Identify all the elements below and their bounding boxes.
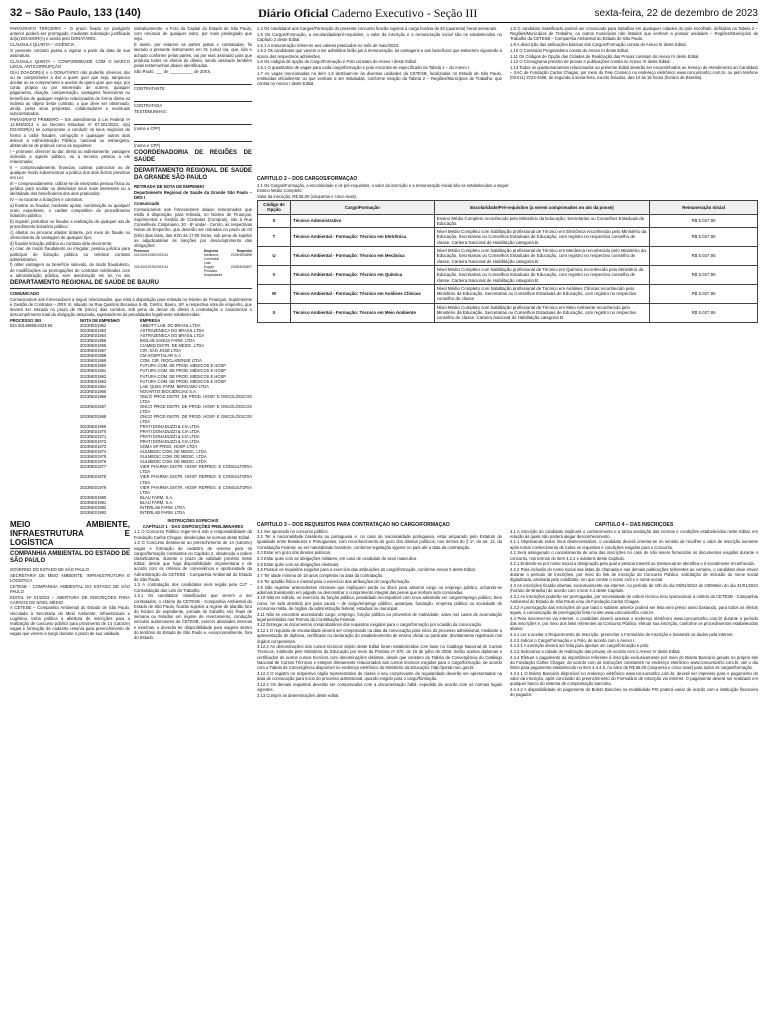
table-row: 2023NE01956 CIAMED DISTR. DE MEDIC. LTDA bbox=[80, 343, 205, 349]
bauru-body: Comunicamos aos fornecedores a seguir relacionados, que está à disposição para retirada no Núcleo de Finanças, Suprimentos e Gestão de Contratos – DRS VI, situado na Rua Quintino Bocaiúva 5-45, Centro, Bauru, SP, a respectiva nota de empenho, que deverá ser retirada no prazo de 05 (cinco) dias corridos, sob pena de decair do direito à contratação e caracterizar o descumprimento total da obrigação assumida, sujeitando-se às penalidades legalmente estabelecidas: bbox=[10, 296, 252, 318]
cell-name: Técnico Ambiental - Formação: Técnico em Análises Clínicas bbox=[291, 284, 435, 303]
paragraph: 3.12.4 Os demais requisitos deverão ser comprovados com a documentação hábil, expedida de acordo com as normas legais vigentes. bbox=[257, 681, 502, 692]
paragraph: 1.7 As vagas mencionadas no item 1.6 destinam-se às diversas unidades da CETESB, localizadas no Estado de São Paulo, restituídas oficialmente ou que venham a ser instaladas, conforme relação da Tabela 2 – Regiões/Municípios de Trabalho, que consta no Anexo I deste Edital. bbox=[257, 70, 502, 87]
paragraph: 3.9 Não registrar antecedentes criminais que impliquem perda ou óbice para assumir cargo ou emprego público, achando-se ademais transitando em julgado ou demonstrar o cumprimento integral das penas que tenham sido cominadas. bbox=[257, 584, 502, 595]
table-row: 2023NE01969 PRATI DONADUZZI & CIA LTDA bbox=[80, 424, 200, 429]
paragraph: 1.10 O Conteúdo Programático consta do Anexo III deste Edital. bbox=[510, 47, 629, 53]
table-row: 2023NE01980 BLAU FARM. S.A. bbox=[80, 494, 174, 500]
paragraph: 3.12.3 O registro no respectivo órgão representativo de classe e seu comprovante de regularidade deverão ser apresentados na data de convocação para início do processo admissional, quando exigido para o cargo/formação. bbox=[257, 670, 502, 681]
table-row bbox=[258, 247, 758, 266]
capitulo-4-section bbox=[510, 522, 758, 1020]
col-codigo: Código de Opção bbox=[258, 201, 291, 215]
signature-line bbox=[134, 75, 252, 85]
paragraph: 4.4.4.1 O Boleto Bancário disponível no endereço eletrônico www.concursosfcc.com.br, deverá ser impresso para o pagamento do valor da inscrição, após conclusão do preenchimento do Formulário de Inscrição via internet. O pagamento deverá ser realizado em qualquer banco do sistema de compensação bancária. bbox=[510, 670, 758, 687]
paragraph: 4.2.1 Entende-se por nome social a designação pela qual a pessoa travesti ou transexual se identifica e é socialmente reconhecida. bbox=[510, 561, 755, 567]
table-row: 024.00149855/2023-55 2023NE01952 ABBOTT LAB. DO BRASIL LTDA bbox=[10, 323, 201, 329]
paragraph: CLÁUSULA QUARTA – VIGÊNCIA bbox=[10, 42, 75, 48]
cetesb-section bbox=[10, 518, 130, 718]
paragraph: 3.12.2 As denominações dos cursos técnicos objeto deste Edital foram estabelecidas com base no Catálogo Nacional de Cursos Técnicos, instituído pelo Ministério da Educação por meio da Portaria nº 870, de 16 de julho de 2008. Serão aceitos diplomas e certificados de outros cursos técnicos com denominações distintas, desde que constem da Tabela de Convergência do Catálogo Nacional de Cursos Técnicos e estejam diretamente relacionados aos cursos técnicos exigidos para o cargo/formação, de acordo com a Tabela de Convergência disponível no endereço eletrônico do Ministério da Educação: http://portal.mec.gov.br. bbox=[257, 644, 502, 671]
paragraph: 3.12 Entregar os documentos comprobatórios dos requisitos exigidos para o cargo/formação por ocasião da convocação. bbox=[257, 622, 483, 628]
page-date: sexta-feira, 22 de dezembro de 2023 bbox=[594, 7, 758, 19]
paragraph: E assim, por estarem as partes justas e contratadas, foi lavrado o presente instrumento em 01 (uma) via, que, lido e achado conforme pelas partes, vai por elas assinado para que produza todos os efeitos de direito, sendo assinado também pelas testemunhas abaixo identificadas. bbox=[134, 42, 252, 68]
page-header bbox=[10, 4, 758, 22]
cell-pay: R$ 5.027,95 bbox=[650, 214, 758, 228]
comunicado-label: Comunicado bbox=[134, 200, 160, 206]
paragraph: 1.13 Todos os questionamentos relacionados ao presente Edital deverão ser encaminhados ao Serviço de Atendimento ao Candidato – SAC da Fundação Carlos Chagas, por meio do Fale Conosco no endereço eletrônico www.concursosfcc.com.br, ou pelo telefone (0XX11) 3723-4388, de segunda a sexta-feira, exceto feriados, das 10 às 16 horas (horário de Brasília). bbox=[510, 64, 758, 81]
paragraph: 4.3.2 A prorrogação das inscrições de que trata o subitem anterior poderá ser feita sem prévio aviso bastando, para todos os efeitos legais, a comunicação de prorrogação feita no site www.concursosfcc.com.br. bbox=[510, 604, 758, 616]
table-row: 2023NE01974 SULMEDIC COM. DE MEDIC. LTDA bbox=[80, 449, 207, 455]
instrucoes-section bbox=[134, 518, 252, 718]
capitulo-2-text: 2.1 Os Cargos/Formação, a escolaridade e os pré-requisitos, o valor da inscrição e a remuneração inicial são os estabelecidos a seguir: bbox=[257, 182, 510, 188]
comunicado-body: Comunicamos aos fornecedores abaixo relacionados que estão à disposição, para retirada, no Núcleo de Finanças, Suprimentos e Gestão de Contratos (Compras), sito à Rua Conselheiro Crispiniano, 20 - 8º andar - Centro, as respectivas Notas de Empenho, que deverão ser retiradas no prazo de 03 (três) dias úteis, das 9:00 às 17:00 horas, sob pena de sujeitar as adjudicatárias às sanções por descumprimento das obrigações: bbox=[134, 206, 252, 249]
cargos-table bbox=[257, 200, 758, 323]
table-row: 2023NE01959 COM. CIR. RIOCLARENSE LTDA bbox=[80, 358, 202, 364]
paragraph: O presente contrato passa a vigorar a partir da data de sua assinatura. bbox=[10, 47, 130, 59]
cell-pay: R$ 5.027,95 bbox=[650, 284, 758, 303]
table-row: 2023NE01981 BLAU FARM. S.A. bbox=[80, 499, 174, 505]
paragraph: 4.1.1 Objetivando evitar ônus desnecessários, o candidato deverá orientar-se no sentido de recolher o valor de inscrição somente após tomar conhecimento de todos os requisitos e condições exigidos para o Concurso. bbox=[510, 539, 758, 550]
paragraph: 3.7 Ter idade mínima de 18 anos completos na data da contratação. bbox=[257, 573, 384, 579]
contratante-label: CONTRATANTE bbox=[134, 85, 165, 91]
paragraph: c) afastar ou procurar afastar licitante, por meio de fraude ou oferecimento de vantagem de qualquer tipo; bbox=[10, 229, 130, 240]
table-row: 2023NE01953 ASTRAZENECA DO BRASIL LTDA bbox=[80, 328, 205, 334]
paragraph: 3.6 Possuir os requisitos exigidos para o exercício das atribuições do cargo/formação, conforme Anexo II deste Edital. bbox=[257, 567, 476, 573]
header-rule bbox=[10, 22, 758, 23]
bauru-section bbox=[10, 278, 252, 516]
bauru-comunicado: COMUNICADO bbox=[10, 291, 40, 296]
table-row: 2023NE01966 ONCO PROD DISTR. DE PROD. HOSP. E ONCOLÓGICOS LTDA bbox=[80, 393, 252, 404]
meio-ambiente-title: MEIO AMBIENTE, INFRAESTRUTURA E LOGÍSTICA bbox=[10, 520, 130, 547]
table-row: 2023NE01965 NOVARTIS BIOCIÊNCIAS S.A. bbox=[80, 388, 197, 394]
paragraph: EDITAL Nº 01/2023 – ABERTURA DE INSCRIÇÕES PARA CARGOS DE NÍVEL MÉDIO bbox=[10, 594, 130, 605]
column-2 bbox=[134, 26, 252, 278]
paragraph: O(A) DOADOR(A) e o DONATÁRIO não poderão oferecer, dar ou se comprometer a dar a quem quer que seja, tampouco aceitar ou se comprometer a aceitar de quem quer que seja, por conta própria ou por intermédio de outrem, qualquer pagamento, doação, compensação, vantagens financeiras ou benefícios de qualquer espécie relacionados de forma direta ou indireta ao objeto deste contrato, o que deve ser observado, ainda, pelos seus prepostos, colaboradores e eventuais subcontratados. bbox=[10, 69, 130, 117]
paragraph: f) obter vantagem ou benefício indevido, de modo fraudulento, de modificações ou prorrogações de contratos celebrados com a administração pública, sem autorização em lei, no ato bbox=[10, 262, 130, 278]
signature-line bbox=[134, 132, 252, 142]
paragraph: 4.2.2 Para inclusão do nome social nas listas de chamada e nas demais publicações referentes ao certame, o candidato deve enviar durante o período de inscrições, por meio do link de inscrição do Concurso Público, solicitação de inclusão do nome social digitalizada, assinada pelo candidato, em que conste o nome civil e o nome social. bbox=[510, 566, 758, 583]
table-row: 2023NE01976 SULMEDIC COM. DE MEDIC. LTDA bbox=[80, 459, 207, 465]
table-row: 2023NE01954 ASTRAZENECA DO BRASIL LTDA bbox=[80, 333, 205, 339]
cell-code: T bbox=[258, 228, 291, 247]
paragraph: 4.1 A inscrição do candidato implicará o conhecimento e a tácita aceitação das normas e condições estabelecidas neste Edital, em relação às quais não poderá alegar desconhecimento. bbox=[510, 528, 758, 539]
paragraph: 4.4.2.1 A inscrição deverá ser feita para apenas um cargo/formação e polo. bbox=[510, 643, 650, 649]
paragraph: b) impedir, perturbar ou fraudar a realização de qualquer ato de procedimento licitatório público; bbox=[10, 218, 130, 230]
paragraph: CLÁUSULA QUINTA – CONFORMIDADE COM O MARCO LEGAL ANTICORRUPÇÃO bbox=[10, 58, 130, 69]
paragraph: I – prometer, oferecer ou dar, direta ou indiretamente, vantagem indevida a agente público, ou a terceira pessoa a ele relacionada; bbox=[10, 148, 130, 165]
table-row: 024.00019276/2023-54 Supply Produtos Hospitalares 2023NE00697 bbox=[134, 265, 252, 278]
capitulo-1-title: CAPÍTULO 1 - DAS DISPOSIÇÕES PRELIMINARES bbox=[142, 523, 244, 529]
witness-name: (nome e CPF) bbox=[134, 125, 161, 131]
cell-name: Técnico Administrativo bbox=[291, 214, 435, 228]
table-row: 2023NE01964 LAB. QUIM. FARM. BERGAMO LTDA bbox=[80, 383, 209, 389]
table-row bbox=[258, 303, 758, 322]
paragraph: d) fraudar licitação pública ou contrato dela decorrente; bbox=[10, 240, 113, 246]
paragraph: 1.11 Os Códigos de Opção das Cidades de Realização das Provas constam do Anexo IV deste Edital. bbox=[510, 53, 700, 59]
cell-req: Nível Médio Completo com habilitação profissional de Técnico em Química reconhecido pelo Ministério da Educação, Secretarias ou Conselhos Estaduais de Educação, com registro no respectivo conselho de classe. Carteira Nacional de Habilitação categoria B. bbox=[434, 265, 650, 284]
paragraph: 4.4.4 Efetuar o pagamento da importância referente à inscrição exclusivamente por meio do Boleto Bancário gerado no próprio site da Fundação Carlos Chagas, de acordo com as instruções constantes no endereço eletrônico www.concursosfcc.com.br, até o dia limite para pagamento estabelecido no item 4.4.4.5, no valor de R$ 55,00 (cinquenta e cinco reais) para todos os cargos/formação. bbox=[510, 654, 758, 671]
table-row bbox=[258, 284, 758, 303]
capitulo-3-section bbox=[257, 522, 502, 1020]
col-escolaridade: Escolaridade/Pré-requisitos (a serem comprovados no ato da posse) bbox=[434, 201, 650, 215]
table-row: 2023NE01972 PRATI DONADUZZI & CIA LTDA bbox=[80, 439, 200, 445]
cell-name: Técnico Ambiental - Formação: Técnico em Meio Ambiente bbox=[291, 303, 435, 322]
empenho-table bbox=[134, 249, 252, 278]
cell-pay: R$ 5.027,95 bbox=[650, 247, 758, 266]
cell-req: Ensino Médio Completo reconhecido pelo Ministério da Educação, Secretarias ou Conselhos Estaduais de Educação. bbox=[434, 214, 650, 228]
paragraph: 3.4 Estar quite com as obrigações militares, em caso de candidato do sexo masculino. bbox=[257, 556, 418, 562]
paragraph: 4.4.4.2 A disponibilidade do pagamento do Boleto Bancário na modalidade PIX poderá variar de acordo com a instituição financeira do pagador. bbox=[510, 686, 758, 698]
paragraph: 4.4.2 Indicar o Cargo/Formação e o Polo, de acordo com o Anexo I. bbox=[510, 637, 636, 643]
capitulo-2-valor: Valor da inscrição: R$ 55,00 (cinquenta e cinco reais). bbox=[257, 193, 358, 199]
paragraph: 1.6 Os códigos de opção de Cargo/Formação e Polo constam do Anexo I deste Edital. bbox=[257, 59, 417, 65]
witness-name: (nome e CPF) bbox=[134, 143, 161, 149]
table-row: 2023NE01967 ONCO PROD DISTR. DE PROD. HOSP. E ONCOLÓGICOS LTDA bbox=[80, 403, 252, 414]
paragraph: 4.2 Será assegurado o cancelamento de uma das inscrições no caso de não serem fornecidos os documentos exigidos durante o concurso, nos termos do item 4.2.2 e subitens deste Capítulo. bbox=[510, 550, 758, 561]
col-cargo: Cargo/Formação bbox=[291, 201, 435, 215]
cell-req: Nível Médio Completo com habilitação profissional de Técnico em Mecânica reconhecido pelo Ministério da Educação, Secretarias ou Conselhos Estaduais de Educação, com registro no respectivo conselho de classe. Carteira Nacional de Habilitação categoria B. bbox=[434, 247, 650, 266]
capitulo-3-title: CAPÍTULO 3 – DOS REQUISITOS PARA CONTRATAÇÃO NO CARGO/FORMAÇÃO bbox=[257, 522, 450, 528]
bauru-title: DEPARTAMENTO REGIONAL DE SAÚDE DE BAURU bbox=[10, 280, 252, 289]
column-3-top bbox=[257, 26, 502, 176]
paragraph: 3.10 Não ter sofrido, no exercício da função pública, penalidade incompatível com nova admissão em cargo/emprego público, bem como, ter sido demitido por justa causa – de cargo/emprego público, autarquia, fundação, empresa pública ou sociedade de economia mista, de órgãos da administração federal, estadual ou municipal. bbox=[257, 595, 502, 611]
bauru-table-header: PROCESSO SEI NOTA DE EMPENHO EMPRESA bbox=[10, 318, 161, 324]
paragraph: 1.9 A descrição das atribuições básicas dos Cargos/Formação consta do Anexo III deste Edital. bbox=[510, 42, 687, 48]
cell-pay: R$ 5.027,95 bbox=[650, 265, 758, 284]
paragraph: GOVERNO DO ESTADO DE SÃO PAULO bbox=[10, 567, 89, 572]
paragraph: A CETESB – Companhia Ambiental do Estado de São Paulo, vinculada à Secretaria de Meio Ambiente, Infraestrutura e Logística, torna pública a abertura de inscrições para a realização de concurso público para provimento de 14 (catorze) vagas e formação de cadastro reserva para preenchimento de vagas que vierem a surgir durante o prazo de sua validade. bbox=[10, 605, 130, 637]
table-row bbox=[10, 515, 252, 516]
table-row: 2023NE01958 CM HOSPITALAR S.A. bbox=[80, 353, 183, 359]
table-row: 2023NE01961 FUTURA COM. DE PROD. MÉDICOS E HOSP bbox=[80, 368, 226, 374]
paragraph: 4.3 As inscrições ficarão abertas, exclusivamente via internet, no período de 10h do dia 08/01/2024 às 23h59min do dia 31/01/2024 (horário de Brasília) de acordo com o item 4.4 deste Capítulo. bbox=[510, 583, 758, 594]
cell-code: V bbox=[258, 265, 291, 284]
table-row: 2023NE01978 VIER PHARMA DISTR. HOSP. REPRES. E CONSULTORIA LTDA bbox=[80, 474, 252, 485]
cell-name: Técnico Ambiental - Formação: Técnico em Eletrônica bbox=[291, 228, 435, 247]
paragraph: 1.5 Os Cargos/Formação, a escolaridade/pré-requisitos, o valor da inscrição e a remuneração inicial são os estabelecidos no Capítulo 2 deste Edital. bbox=[257, 31, 502, 42]
cell-pay: R$ 5.027,95 bbox=[650, 303, 758, 322]
paragraph: 4.4 Para inscrever-se via internet, o candidato deverá acessar o endereço eletrônico www.concursosfcc.com.br durante o período das inscrições e, por meio dos links referentes ao Concurso Público, efetuar sua inscrição, conforme os procedimentos estabelecidos abaixo: bbox=[510, 615, 758, 632]
cargos-table-header bbox=[258, 201, 758, 215]
paragraph: 3.8 Ter aptidão física e mental para o exercício das atribuições do cargo/formação. bbox=[257, 578, 411, 584]
table-row: 024.00016785/2023-54 Medtronic Comercial Ltda 2023NE00696 bbox=[134, 252, 252, 266]
paragraph: 3.3 Estar em gozo dos direitos políticos. bbox=[257, 550, 332, 556]
paragraph: 1.2 O Concurso destina-se ao preenchimento de 14 (catorze) vagas e formação de cadastro de reserva para os cargos/formação constantes no Capítulo 2, obedecida a ordem classificatória, durante o prazo de validade previsto neste Edital, desde que haja disponibilidade orçamentária e de acordo com os critérios de conveniência e oportunidade da Administração da CETESB - Companhia Ambiental do Estado de São Paulo. bbox=[134, 540, 252, 582]
cell-pay: R$ 5.027,95 bbox=[650, 228, 758, 247]
dept-title: DEPARTAMENTO REGIONAL DE SAÚDE DA GRANDE SÃO PAULO bbox=[134, 168, 252, 182]
cell-req: Nível Médio Completo com habilitação profissional de Técnico em Análises Clínicas reconhecido pelo Ministério da Educação, Secretarias ou Conselhos Estaduais de Educação, com registro no respectivo conselho de classe. bbox=[434, 284, 650, 303]
cell-code: U bbox=[258, 247, 291, 266]
paragraph: IV – no tocante a licitações e contratos: bbox=[10, 197, 84, 202]
table-row: 2023NE01960 FUTURA COM. DE PROD. MÉDICOS E HOSP bbox=[80, 363, 226, 369]
page-label: 32 – São Paulo, 133 (140) bbox=[10, 7, 141, 19]
paragraph: 3.12.1 O requisito de escolaridade deverá ser comprovado na data da convocação para início do processo admissional, mediante a apresentação de diploma, certificado ou declaração do estabelecimento de ensino oficial ou particular, devidamente registrado nos órgãos competentes. bbox=[257, 628, 502, 644]
paragraph: 4.3.1 As inscrições poderão ser prorrogadas, por necessidade de ordem técnica e/ou operacional, a critério da CETESB - Companhia Ambiental do Estado de São Paulo e/ou da Fundação Carlos Chagas. bbox=[510, 593, 758, 605]
cell-code: W bbox=[258, 284, 291, 303]
cell-req: Nível Médio Completo com habilitação profissional de Técnico em Meio Ambiente reconhecido pelo Ministério da Educação, Secretarias ou Conselhos Estaduais de Educação, com registro no respectivo conselho de classe. Carteira Nacional de Habilitação categoria B. bbox=[434, 303, 650, 322]
paragraph: 3.13 Cumprir as determinações deste edital. bbox=[257, 692, 340, 698]
cell-name: Técnico Ambiental - Formação: Técnico em Mecânica bbox=[291, 247, 435, 266]
paragraph: 4.4.3 Selecionar a cidade de realização das provas, de acordo com o Anexo IV deste Edital. bbox=[510, 648, 681, 654]
paragraph: 3.11 Não se encontrar acumulando cargo, emprego, função pública ou proventos de inatividade, salvo nos casos de acumulação legal permitidos nos Termos da Constituição Federal. bbox=[257, 611, 502, 622]
cell-req: Nível Médio Completo com habilitação profissional de Técnico em Eletrônica reconhecido pelo Ministério da Educação, Secretarias ou Conselhos Estaduais de Educação, com registro no respectivo conselho de classe. Carteira Nacional de Habilitação categoria B. bbox=[434, 228, 650, 247]
capitulo-2-header bbox=[257, 176, 758, 200]
paragraph: 1.1 O Concurso Público reger-se-á sob a responsabilidade da Fundação Carlos Chagas, obedecidas as normas deste Edital. bbox=[134, 529, 252, 540]
column-4-top bbox=[510, 26, 758, 176]
table-row: 2023NE01957 CIR. SÃO JOSÉ LTDA bbox=[80, 348, 182, 354]
cell-name: Técnico Ambiental - Formação: Técnico em Química bbox=[291, 265, 435, 284]
paragraph: nistrativamente, o Foro da Capital do Estado de São Paulo, com renúncia de qualquer outro, por mais privilegiado que seja. bbox=[134, 26, 252, 42]
table-row: 2023NE01955 BIOLAB SANUS FARM. LTDA bbox=[80, 338, 195, 344]
paragraph: II – comprovadamente, financiar, custear, patrocinar ou de qualquer modo subvencionar a prática dos atos ilícitos previstos em Lei; bbox=[10, 164, 130, 181]
retirada-title: RETIRADA DE NOTA DE EMPENHO bbox=[134, 184, 205, 190]
paragraph: 1.12 O Cronograma previsto de provas e publicações consta no Anexo VI deste Edital. bbox=[510, 59, 671, 65]
col-remuneracao: Remuneração Inicial bbox=[650, 201, 758, 215]
paragraph: 1.4 Os candidatos aos Cargos/Formação do presente concurso ficarão sujeitos à carga horária de 40 (quarenta) horas semanais. bbox=[257, 26, 498, 31]
table-row: 2023NE01962 FUTURA COM. DE PROD. MÉDICOS E HOSP bbox=[80, 373, 226, 379]
paragraph: PARÁGRAFO TERCEIRO – O prazo fixado no parágrafo anterior poderá ser prorrogado, mediante solicitação justificada do(a) DOADOR(A) e aceita pelo DONATÁRIO. bbox=[10, 26, 130, 42]
paragraph: 3.1 Ser aprovado no concurso público. bbox=[257, 528, 329, 534]
table-row: 2023NE01975 SULMEDIC COM. DE MEDIC. LTDA bbox=[80, 454, 207, 460]
cell-code: S bbox=[258, 214, 291, 228]
journal-title: Diário Oficial Caderno Executivo - Seção III bbox=[258, 5, 478, 20]
coord-title: COORDENADORIA DE REGIÕES DE SAÚDE bbox=[134, 150, 252, 166]
paragraph: 1.8 O candidato classificado poderá ser convocado para trabalhar em quaisquer cidades do polo escolhido, definidas na Tabela 2 – Regiões/Municípios de Trabalho, ou outros municípios não listados que venham a possuir unidades – Regiões/Municípios de Trabalho da CETESB – Companhia Ambiental do Estado de São Paulo. bbox=[510, 26, 758, 42]
paragraph: 1.3.1 Os candidatos classificados que vierem a ser contratados, o critério da CETESB - Companhia Ambiental do Estado de São Paulo, ficarão sujeitos a regime de plantão fora do horário de expediente, jornada de trabalho nos finais de semana ou feriados em regime de revezamento, condução veículos automotores da CETESB, exercer atividades internas e externas, e deverão ter disponibilidade para viagens dentro do território do Estado de São Paulo e, excepcionalmente, fora do Estado. bbox=[134, 593, 252, 640]
paragraph: e) criar, de modo fraudulento ou irregular, pessoa jurídica para participar de licitação pública ou celebrar contrato administrativo; bbox=[10, 246, 130, 262]
table-row: 2023NE01971 PRATI DONADUZZI & CIA LTDA bbox=[80, 434, 200, 440]
table-row: 2023NE01973 SOMA SP PROD. HOSP. LTDA bbox=[80, 444, 198, 450]
table-row: 2023NE01982 INTERLAB FARM. LTDA bbox=[80, 504, 185, 510]
empenho-table-header: Processo Empresa Empenho bbox=[134, 248, 252, 253]
testemunhas-label: TESTEMUNHAS: bbox=[134, 108, 167, 114]
table-row bbox=[258, 228, 758, 247]
signature-line bbox=[134, 92, 252, 102]
table-row: 2023NE01983 INTERLAB FARM. LTDA bbox=[80, 509, 185, 515]
paragraph: 1.3 A contratação dos candidatos será regida pela CLT – Consolidação das Leis do Trabalho. bbox=[134, 582, 252, 593]
capitulo-2-escolaridade: Ensino Médio Completo: bbox=[257, 188, 303, 194]
column-1 bbox=[10, 26, 130, 278]
paragraph: CETESB - COMPANHIA AMBIENTAL DO ESTADO DE SÃO PAULO bbox=[10, 583, 130, 594]
paragraph: 1.5.2 Os candidatos que vierem a ser admitidos farão jus à remuneração, às vantagens e aos benefícios que estiverem vigorando à época dos respectivos admissões. bbox=[257, 48, 502, 59]
instrucoes-title: INSTRUÇÕES ESPECIAIS bbox=[167, 518, 219, 523]
drs-name: Departamento Regional de Saúde da Grande São Paulo – DRS I bbox=[134, 190, 252, 201]
table-row bbox=[258, 214, 758, 228]
table-row: 2023NE01970 PRATI DONADUZZI & CIA LTDA bbox=[80, 429, 200, 435]
paragraph: 3.5 Estar quite com as obrigações eleitorais. bbox=[257, 561, 340, 567]
table-row: 2023NE01963 FUTURA COM. DE PROD. MÉDICOS E HOSP bbox=[80, 378, 226, 384]
cell-code: X bbox=[258, 303, 291, 322]
paragraph: III – comprovadamente, utilizar-se de interposta pessoa física ou jurídica para ocultar ou dissimular seus reais interesses ou a identidade dos beneficiários dos atos praticados; bbox=[10, 180, 130, 197]
contratada-label: CONTRATADA bbox=[134, 103, 163, 109]
table-row: 2023NE01979 VIER PHARMA DISTR. HOSP. REPRES. E CONSULTORIA LTDA bbox=[80, 484, 252, 495]
capitulo-4-title: CAPÍTULO 4 – DAS INSCRIÇÕES bbox=[594, 522, 674, 528]
table-row: 2023NE01977 VIER PHARMA DISTR. HOSP. REPRES. E CONSULTORIA LTDA bbox=[80, 464, 252, 475]
paragraph: 1.5.1 A remuneração refere-se aos valores praticados no mês de maio/2023. bbox=[257, 42, 400, 48]
signature-line bbox=[134, 115, 252, 125]
paragraph: 3.2 Ter a nacionalidade brasileira ou portuguesa e, no caso de nacionalidade portuguesa, estar amparado pelo Estatuto de Igualdade entre Brasileiros e Portugueses, com reconhecimento do gozo dos direitos políticos, nos termos do § 1º, do art. 12, da Constituição Federal, ou ser naturalizado brasileiro, conforme legislação vigente no país até a data da contratação. bbox=[257, 534, 502, 550]
cetesb-title: COMPANHIA AMBIENTAL DO ESTADO DE SÃO PAULO bbox=[10, 551, 130, 564]
paragraph: PARÁGRAFO PRIMEIRO – Em atendimento à Lei Federal nº 12.846/2013 e ao Decreto Estadual nº 67.301/2022, o(a) DOADOR(A) se compromete a conduzir os seus negócios de forma a coibir fraudes, corrupção e quaisquer outros atos lesivos à Administração Pública, nacional ou estrangeira, abstendo-se de práticas como as seguintes: bbox=[10, 116, 130, 148]
paragraph: SECRETARIA DE MEIO AMBIENTE, INFRAESTRUTURA E LOGÍSTICA bbox=[10, 572, 130, 583]
bauru-table bbox=[10, 323, 252, 516]
paragraph: 4.4.1 Ler e aceitar o Requerimento de Inscrição, preencher o Formulário de Inscrição e transmitir os dados pela Internet. bbox=[510, 631, 734, 637]
paragraph: 1.6.1 O quantitativo de vagas para cada cargo/formação e polo encontra-se especificado na Tabela 1 – do Anexo I. bbox=[257, 64, 471, 70]
capitulo-2-title: CAPÍTULO 2 – DOS CARGOS/FORMAÇÃO bbox=[257, 176, 358, 182]
table-row: 2023NE01968 ONCO PROD DISTR. DE PROD. HOSP. E ONCOLÓGICOS LTDA bbox=[80, 413, 252, 424]
paragraph: a) frustrar ou fraudar, mediante ajuste, combinação ou qualquer outro expediente, o caráter competitivo de procedimento licitatório público; bbox=[10, 202, 130, 219]
table-row bbox=[258, 265, 758, 284]
paragraph: São Paulo, ___ de __________ de 20XX. bbox=[134, 68, 212, 74]
